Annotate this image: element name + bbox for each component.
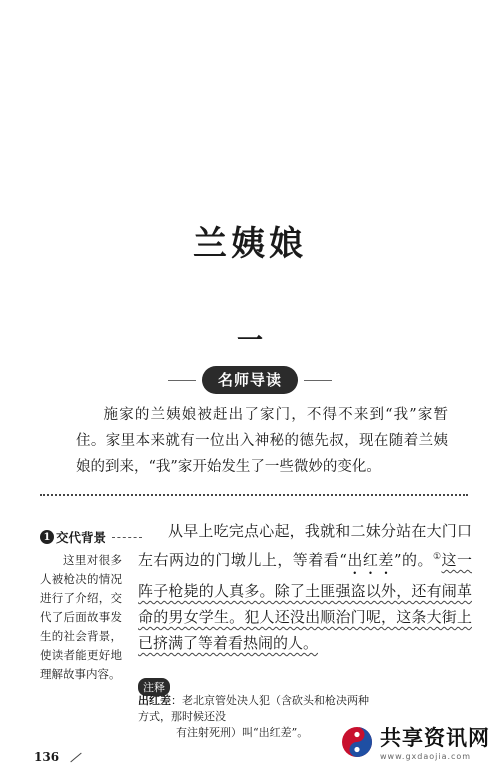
sidebar-text: 这里对很多人被枪决的情况进行了介绍，交代了后面故事发生的社会背景，使读者能更好地理解故事内容。 [40, 553, 122, 681]
watermark-logo [340, 722, 490, 761]
page-number [34, 750, 83, 764]
emphasized-term: 出红差 [346, 551, 394, 569]
page-number-text: 136 [34, 750, 60, 764]
page-title: 兰姨娘 [193, 224, 307, 264]
chapter-number: 一 [236, 326, 263, 356]
page-slash-decoration [70, 753, 81, 763]
number-badge-icon: 1 [40, 530, 54, 544]
sidebar-heading-label: 交代背景 [56, 530, 107, 545]
logo-swirl-icon [340, 725, 374, 759]
guide-text: 施家的兰姨娘被赶出了家门，不得不来到“我”家暂住。家里本来就有一位出入神秘的德先叔，现在随着兰姨娘的到来，“我”家开始发生了一些微妙的变化。 [76, 407, 448, 475]
note-line1: ：老北京管处决人犯（含砍头和枪决两种方式，那时候还没 [138, 694, 369, 723]
watermark-url: www.gxdaojia.com [380, 752, 472, 761]
guide-header [0, 366, 500, 394]
note-line2: 有注射死刑）叫“出红差”。 [176, 726, 309, 739]
guide-label: 名师导读 [202, 366, 298, 394]
main-paragraph [138, 518, 472, 656]
dotted-divider [40, 494, 468, 496]
main-text-part2: ”的。 [393, 551, 433, 569]
note-label: 注释 [138, 678, 170, 696]
footnote-marker[interactable]: ① [432, 552, 442, 562]
watermark-name: 共享资讯网 [380, 726, 490, 750]
note-term: 出红差 [138, 694, 171, 707]
wavy-underlined-text: 这一阵子枪毙的人真多。除了土匪强盗以外，还有闹革命的男女学生。犯人还没出顺治门呢，这条大街上已挤满了等着看热闹的人。 [138, 551, 472, 652]
main-text-part1: 从早上吃完点心起，我就和二妹分站在大门口左右两边的门墩儿上，等着看“ [138, 522, 472, 569]
sidebar-heading [40, 528, 142, 546]
